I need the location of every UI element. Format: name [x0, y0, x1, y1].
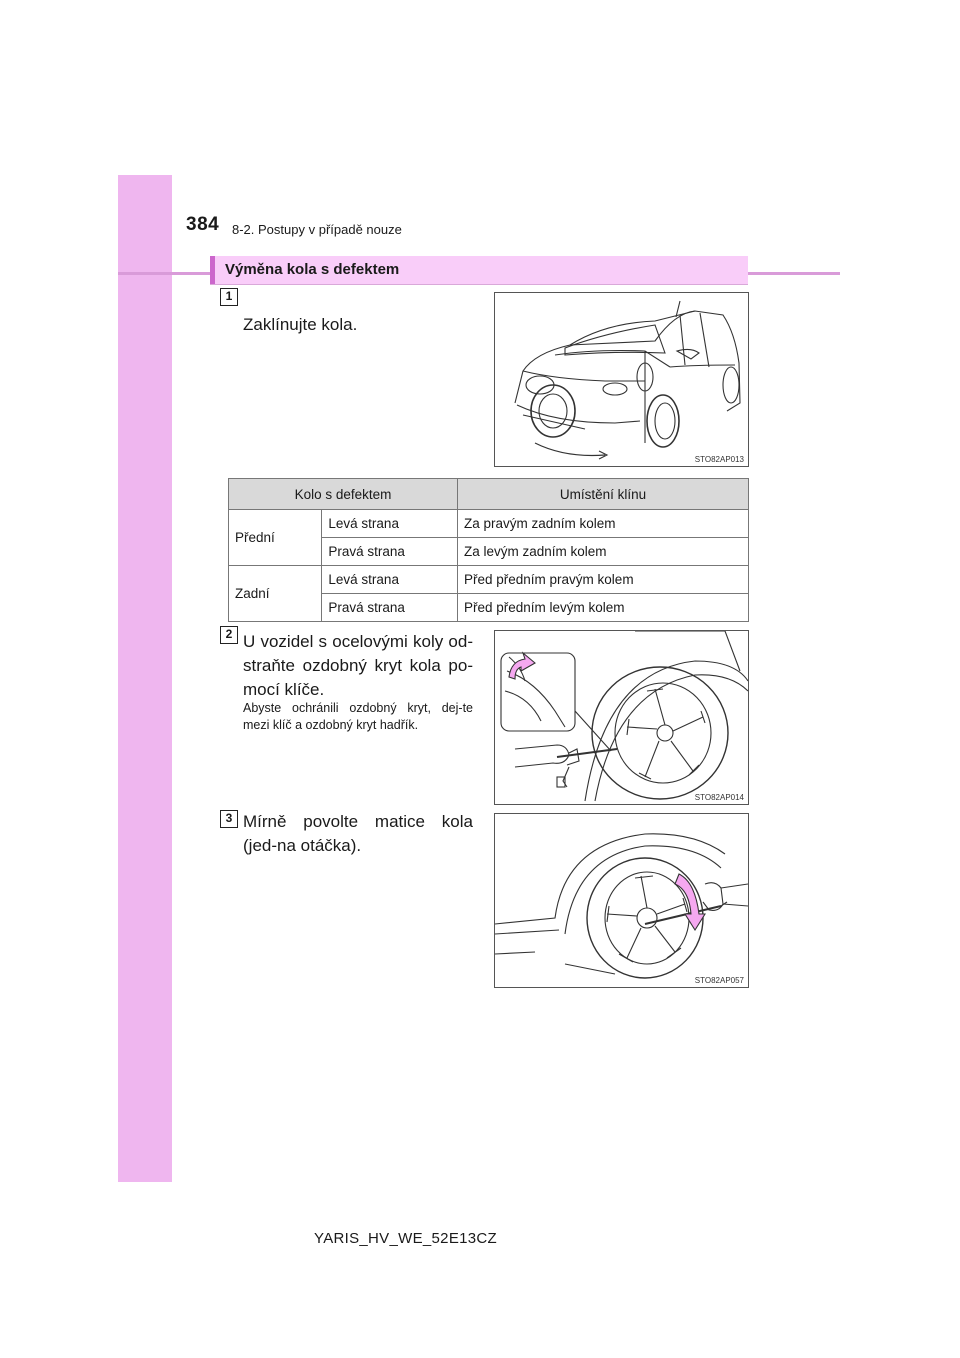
section-title-underline — [210, 284, 748, 285]
wheel-cover-illustration — [495, 631, 748, 804]
table-cell-side: Pravá strana — [322, 594, 458, 622]
table-cell-location: Za pravým zadním kolem — [458, 510, 749, 538]
step-1-text: Zaklínujte kola. — [243, 315, 358, 334]
chapter-side-band — [118, 175, 172, 1182]
figure-3-code: STO82AP057 — [694, 976, 744, 985]
figure-1-code: STO82AP013 — [694, 455, 744, 464]
page-number: 384 — [186, 214, 220, 235]
car-illustration — [495, 293, 748, 466]
figure-remove-wheel-cover — [494, 630, 749, 805]
table-header-wedge-location: Umístění klínu — [458, 479, 749, 510]
table-header-flat-wheel: Kolo s defektem — [229, 479, 458, 510]
step-3-text: Mírně povolte matice kola (jed-na otáčka). — [243, 812, 473, 855]
table-cell-position: Zadní — [229, 566, 322, 622]
table-cell-location: Za levým zadním kolem — [458, 538, 749, 566]
chapter-title: 8-2. Postupy v případě nouze — [232, 222, 402, 237]
step-2-note: Abyste ochránili ozdobný kryt, dej-te mezi klíč a ozdobný kryt hadřík. — [243, 701, 473, 732]
table-cell-side: Levá strana — [322, 510, 458, 538]
wheel-nuts-illustration — [495, 814, 748, 987]
table-cell-side: Levá strana — [322, 566, 458, 594]
table-cell-location: Před předním pravým kolem — [458, 566, 749, 594]
section-title: Výměna kola s defektem — [210, 256, 748, 284]
step-1-badge: 1 — [220, 288, 238, 306]
step-2-badge: 2 — [220, 626, 238, 644]
table-cell-side: Pravá strana — [322, 538, 458, 566]
step-2-text: U vozidel s ocelovými koly od-straňte ozdobný kryt kola po-mocí klíče. — [243, 632, 473, 699]
step-3-badge: 3 — [220, 810, 238, 828]
figure-car-wheel-chock — [494, 292, 749, 467]
table-row — [229, 510, 749, 538]
table-cell-location: Před předním levým kolem — [458, 594, 749, 622]
table-header-row — [229, 479, 749, 510]
table-row — [229, 566, 749, 594]
figure-loosen-wheel-nuts — [494, 813, 749, 988]
wedge-location-table — [228, 478, 749, 622]
document-code: YARIS_HV_WE_52E13CZ — [314, 1230, 497, 1247]
figure-2-code: STO82AP014 — [694, 793, 744, 802]
table-cell-position: Přední — [229, 510, 322, 566]
